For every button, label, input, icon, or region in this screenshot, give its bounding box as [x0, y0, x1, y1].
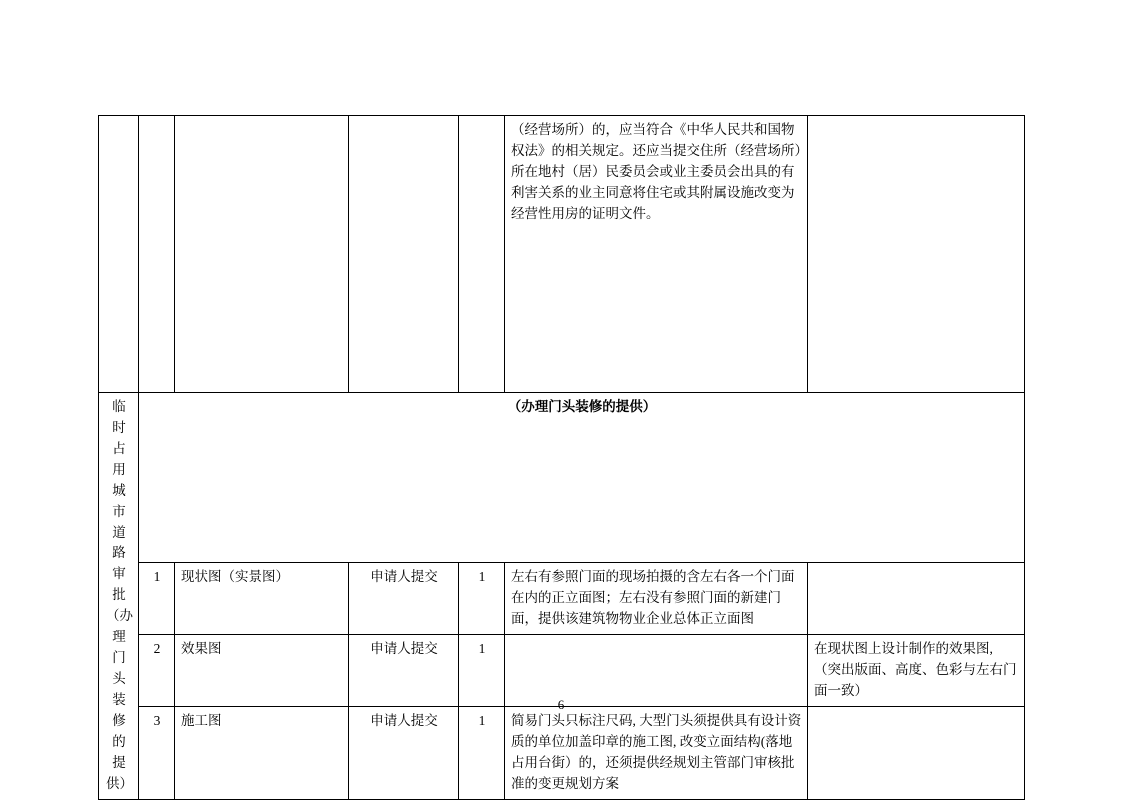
category-label-text: 临时占用城市道路审批（办理门头装修的提供） — [106, 399, 133, 791]
cell-name-blank — [175, 116, 349, 393]
cell-count-blank — [459, 116, 505, 393]
cell-requirement — [505, 635, 808, 707]
cell-note: 在现状图上设计制作的效果图,（突出版面、高度、色彩与左右门面一致） — [808, 635, 1025, 707]
cell-submitter: 申请人提交 — [349, 563, 459, 635]
table-row-section-title — [99, 393, 1025, 563]
cell-category-blank — [99, 116, 139, 393]
cell-no: 2 — [139, 635, 175, 707]
cell-note-continued — [808, 116, 1025, 393]
cell-count: 1 — [459, 706, 505, 799]
cell-no: 1 — [139, 563, 175, 635]
page-number: 6 — [557, 697, 565, 712]
cell-count: 1 — [459, 563, 505, 635]
cell-name: 施工图 — [175, 706, 349, 799]
cell-submitter-blank — [349, 116, 459, 393]
cell-count: 1 — [459, 635, 505, 707]
cell-note — [808, 706, 1025, 799]
cell-category-label — [99, 393, 139, 800]
table-row-continued — [99, 116, 1025, 393]
cell-name: 效果图 — [175, 635, 349, 707]
table-row — [99, 635, 1025, 707]
cell-note — [808, 563, 1025, 635]
cell-submitter: 申请人提交 — [349, 706, 459, 799]
cell-requirement: 左右有参照门面的现场拍摄的含左右各一个门面在内的正立面图；左右没有参照门面的新建门面，提供该建筑物物业企业总体正立面图 — [505, 563, 808, 635]
cell-no-blank — [139, 116, 175, 393]
cell-name: 现状图（实景图） — [175, 563, 349, 635]
cell-requirement-continued: （经营场所）的，应当符合《中华人民共和国物权法》的相关规定。还应当提交住所（经营场所）所在地村（居）民委员会或业主委员会出具的有利害关系的业主同意将住宅或其附属设施改变为经营性用房的证明文件。 — [505, 116, 808, 393]
cell-requirement: 简易门头只标注尺码, 大型门头须提供具有设计资质的单位加盖印章的施工图, 改变立面结构(落地占用台街）的，还须提供经规划主管部门审核批准的变更规划方案 — [505, 706, 808, 799]
table-row — [99, 563, 1025, 635]
cell-no: 3 — [139, 706, 175, 799]
section-title: （办理门头装修的提供） — [139, 393, 1025, 563]
table-row — [99, 706, 1025, 799]
cell-submitter: 申请人提交 — [349, 635, 459, 707]
